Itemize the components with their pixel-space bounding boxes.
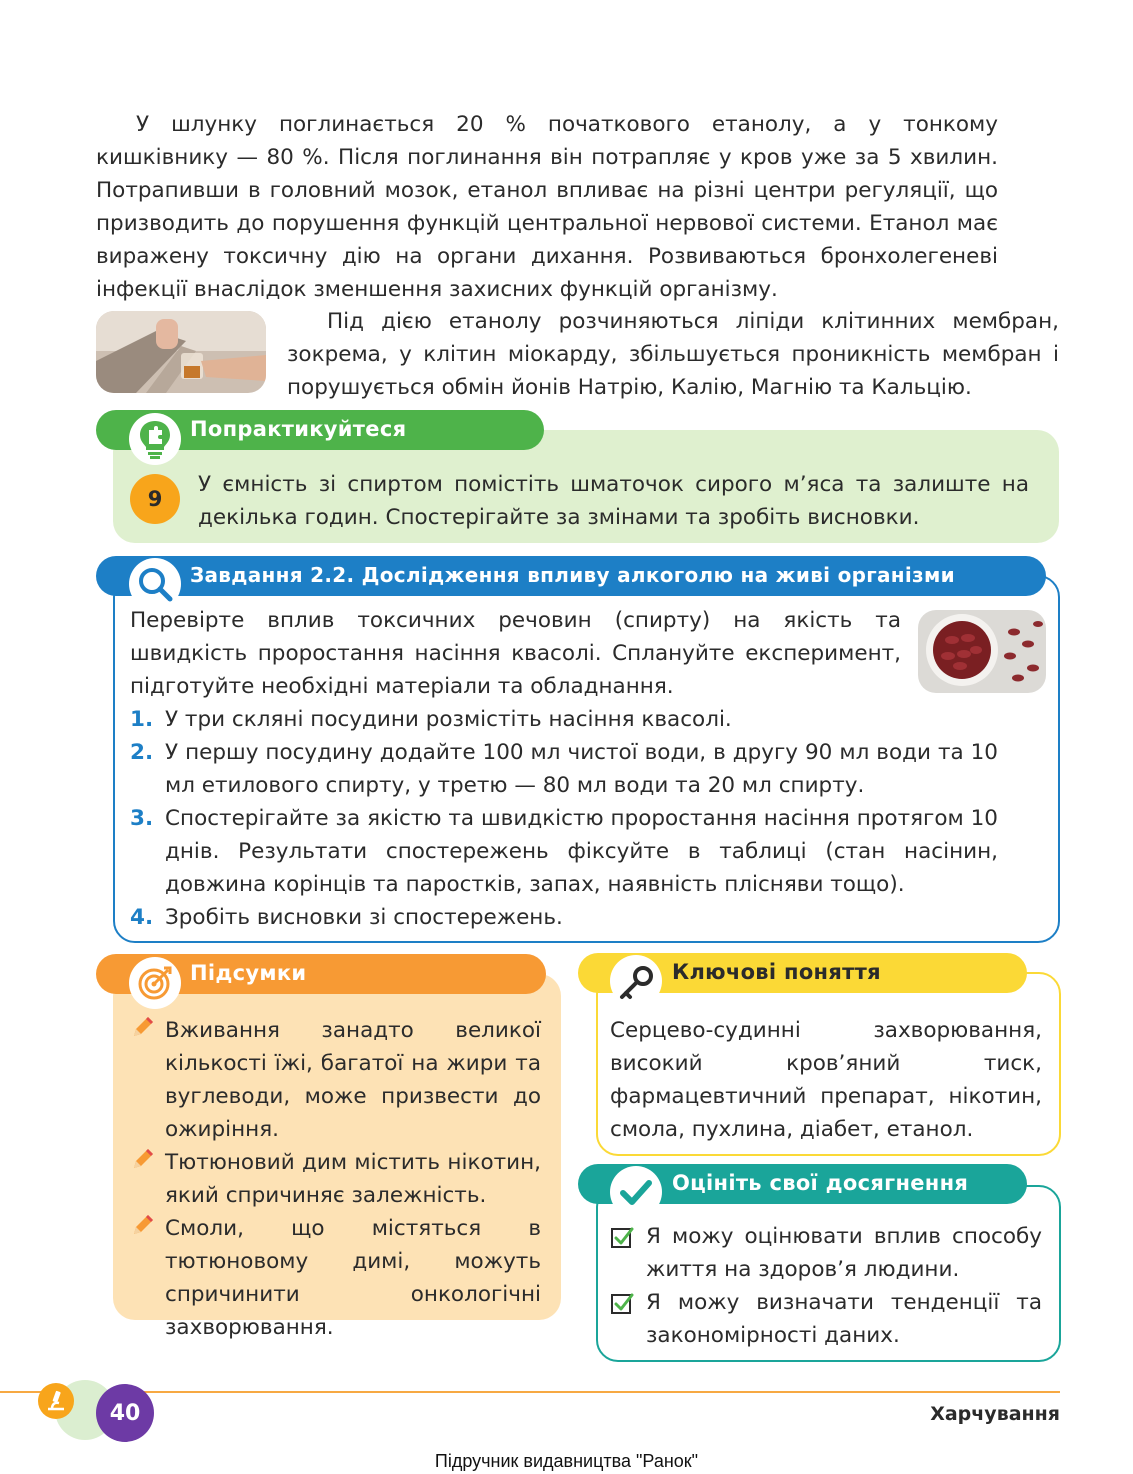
evaluate-title: Оцініть свої досягнення bbox=[672, 1171, 969, 1195]
checkbox-icon bbox=[610, 1220, 646, 1286]
summary-item-text: Вживання занадто великої кількості їжі, багатої на жири та вуглеводи, може призвести до ожиріння. bbox=[165, 1018, 541, 1142]
summary-item-text: Смоли, що містяться в тютюновому димі, можуть спричинити онкологічні захворювання. bbox=[165, 1216, 541, 1340]
practice-number-badge bbox=[130, 474, 180, 524]
microscope-icon bbox=[38, 1383, 74, 1419]
checkmark-icon bbox=[610, 1166, 662, 1218]
summary-item bbox=[130, 1014, 541, 1146]
task-title: Завдання 2.2. Дослідження впливу алкоголю на живі організми bbox=[190, 563, 955, 587]
intro-paragraph-2: Під дією етанолу розчиняються ліпіди клітинних мембран, зокрема, у клітин міокарду, збільшується проникність мембран і порушується обмін йонів Натрію, Калію, Магнію та Кальцію. bbox=[287, 309, 1059, 400]
section-name: Харчування bbox=[930, 1403, 1060, 1425]
summary-item-text: Тютюновий дим містить нікотин, який спричиняє залежність. bbox=[165, 1150, 541, 1208]
beans-photo bbox=[918, 610, 1046, 693]
page-number: 40 bbox=[109, 1400, 141, 1426]
intro-paragraph-1: У шлунку поглинається 20 % початкового етанолу, а у тонкому кишківнику — 80 %. Після поглинання він потрапляє у кров уже за 5 хвилин. Потрапивши в головний мозок, етанол впливає на різні центри регуляції, що призводить до порушення функцій центральної нервової системи. Етанол має виражену токсичну дію на органи дихання. Розвиваються бронхолегеневі інфекції внаслідок зменшення захисних функцій організму. bbox=[96, 112, 998, 302]
task-step bbox=[130, 901, 998, 934]
evaluate-item-text: Я можу визначати тенденції та закономірності даних. bbox=[646, 1290, 1042, 1348]
task-step bbox=[130, 703, 998, 736]
key-icon bbox=[610, 955, 662, 1007]
summary-item bbox=[130, 1146, 541, 1212]
checkbox-icon bbox=[610, 1286, 646, 1352]
pencil-icon bbox=[130, 1014, 165, 1146]
task-steps bbox=[130, 703, 998, 934]
task-step bbox=[130, 736, 998, 802]
step-number: 1. bbox=[130, 707, 154, 732]
step-text: У першу посудину додайте 100 мл чистої води, в другу 90 мл води та 10 мл етилового спирту, у третю — 80 мл води та 20 мл спирту. bbox=[165, 740, 998, 798]
step-text: Зробіть висновки зі спостережень. bbox=[165, 905, 563, 930]
evaluate-list bbox=[610, 1220, 1042, 1352]
evaluate-item-text: Я можу оцінювати вплив способу життя на здоров’я людини. bbox=[646, 1224, 1042, 1282]
step-number: 3. bbox=[130, 806, 154, 831]
evaluate-item bbox=[610, 1220, 1042, 1286]
pencil-icon bbox=[130, 1212, 165, 1344]
task-step bbox=[130, 802, 998, 901]
step-number: 2. bbox=[130, 740, 154, 765]
practice-text: У ємність зі спиртом помістіть шматочок сирого м’яса та залиште на декілька годин. Спостерігайте за змінами та зробіть висновки. bbox=[198, 472, 1029, 530]
publisher-note: Підручник видавництва "Ранок" bbox=[434, 1451, 699, 1471]
lightbulb-puzzle-icon bbox=[129, 413, 181, 465]
task-intro: Перевірте вплив токсичних речовин (спирту) на якість та швидкість проростання насіння квасолі. Сплануйте експеримент, підготуйте необхідні матеріали та обладнання. bbox=[130, 608, 901, 699]
practice-number: 9 bbox=[147, 487, 163, 511]
summary-item bbox=[130, 1212, 541, 1344]
pencil-icon bbox=[130, 1146, 165, 1212]
magnifier-icon bbox=[129, 558, 181, 610]
step-text: Спостерігайте за якістю та швидкістю проростання насіння протягом 10 днів. Результати спостережень фіксуйте в таблиці (стан насінин, довжина корінців та паростків, запах, наявність плісняви тощо). bbox=[165, 806, 998, 897]
step-number: 4. bbox=[130, 905, 154, 930]
evaluate-item bbox=[610, 1286, 1042, 1352]
page-number-badge bbox=[96, 1384, 154, 1442]
practice-title: Попрактикуйтеся bbox=[190, 417, 407, 441]
summary-title: Підсумки bbox=[190, 961, 307, 985]
footer-rule bbox=[0, 1391, 1060, 1393]
step-text: У три скляні посудини розмістіть насіння квасолі. bbox=[165, 707, 732, 732]
key-concepts-text: Серцево-судинні захворювання, високий кров’яний тиск, фармацевтичний препарат, нікотин, смола, пухлина, діабет, етанол. bbox=[610, 1018, 1042, 1142]
key-concepts-title: Ключові поняття bbox=[672, 960, 881, 984]
summary-list bbox=[130, 1014, 541, 1344]
refusing-alcohol-photo bbox=[96, 311, 266, 393]
target-icon bbox=[129, 957, 181, 1009]
